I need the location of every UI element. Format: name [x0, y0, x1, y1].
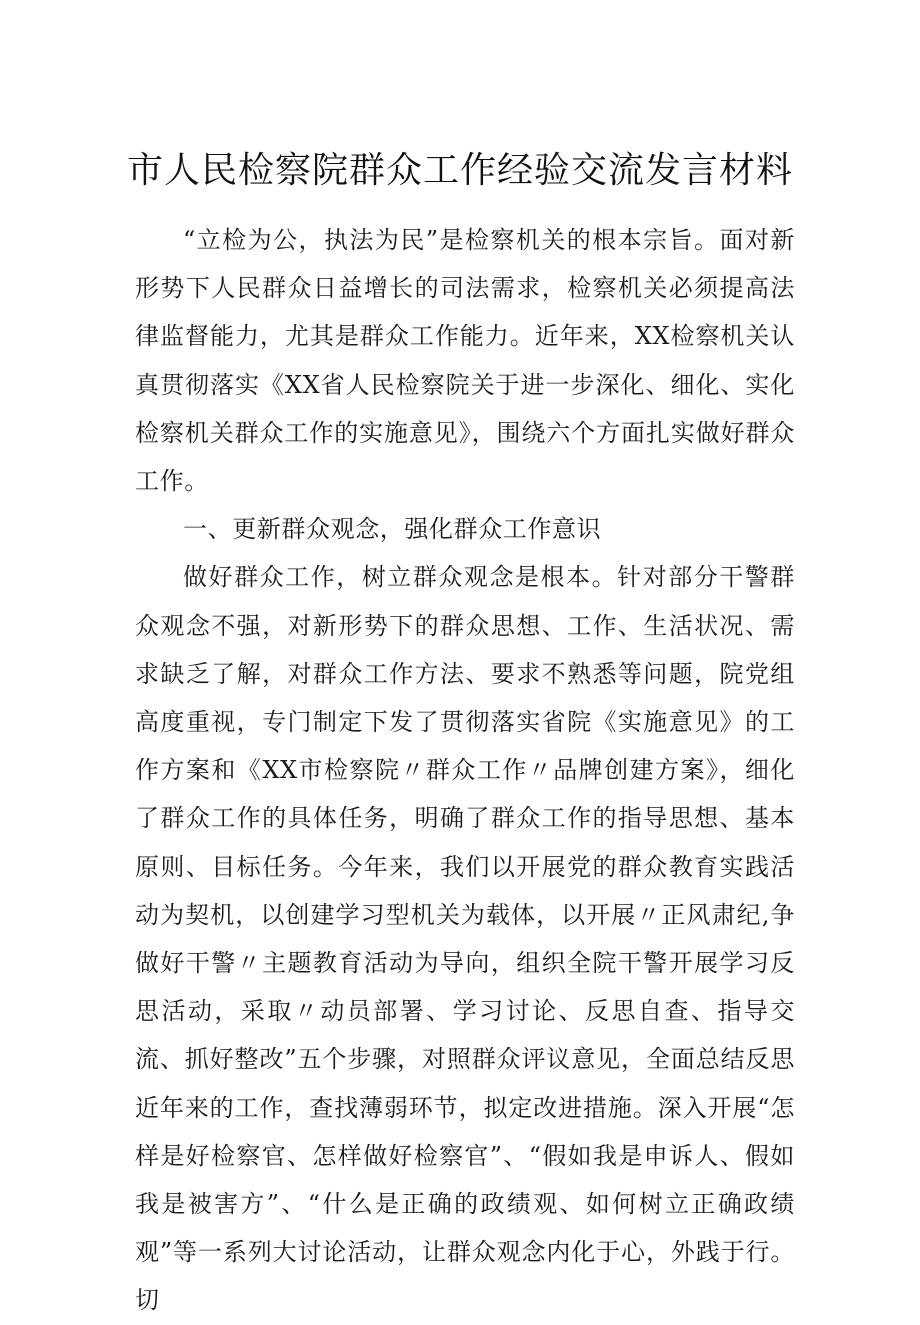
document-title: 市人民检察院群众工作经验交流发言材料	[126, 150, 793, 191]
document-body	[135, 216, 795, 1325]
section-heading-1: 一、更新群众观念，强化群众工作意识	[183, 515, 602, 544]
intro-paragraph: “立检为公，执法为民”是检察机关的根本宗旨。面对新形势下人民群众日益增长的司法需求，检察机关必须提高法律监督能力，尤其是群众工作能力。近年来，XX检察机关认真贯彻落实《XX省人民检察院关于进一步深化、细化、实化检察机关群众工作的实施意见》，围绕六个方面扎实做好群众工作。	[135, 226, 795, 496]
section-1-paragraph: 做好群众工作，树立群众观念是根本。针对部分干警群众观念不强，对新形势下的群众思想、工作、生活状况、需求缺乏了解，对群众工作方法、要求不熟悉等问题，院党组高度重视，专门制定下发了贯彻落实省院《实施意见》的工作方案和《XX市检察院〃群众工作〃品牌创建方案》，细化了群众工作的具体任务，明确了群众工作的指导思想、基本原则、目标任务。今年来，我们以开展党的群众教育实践活动为契机，以创建学习型机关为载体，以开展〃正风肃纪,争做好干警〃主题教育活动为导向，组织全院干警开展学习反思活动，采取〃动员部署、学习讨论、反思自查、指导交流、抓好整改”五个步骤，对照群众评议意见，全面总结反思近年来的工作，查找薄弱环节，拟定改进措施。深入开展“怎样是好检察官、怎样做好检察官”、“假如我是申诉人、假如我是被害方”、“什么是正确的政绩观、如何树立正确政绩观”等一系列大讨论活动，让群众观念内化于心，外践于行。切	[135, 563, 795, 1315]
